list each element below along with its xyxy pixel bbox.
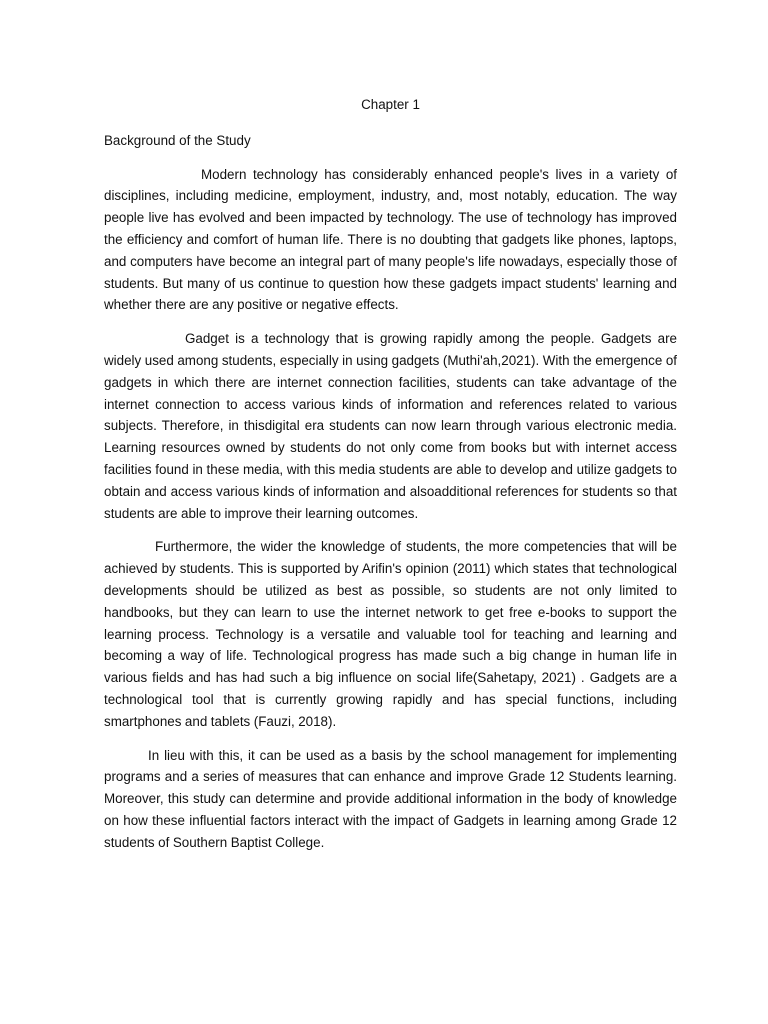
document-body	[104, 94, 677, 866]
chapter-title: Chapter 1	[361, 97, 420, 112]
paragraph-2: Gadget is a technology that is growing rapidly among the people. Gadgets are widely used among students, especially in using gadgets (Muthi'ah,2021). With the emergence of gadgets in which there are internet connection facilities, students can take advantage of the internet connection to access various kinds of information and references related to various subjects. Therefore, in thisdigital era students can now learn through various electronic media. Learning resources owned by students do not only come from books but with internet access facilities found in these media, with this media students are able to develop and utilize gadgets to obtain and access various kinds of information and alsoadditional references for students so that students are able to improve their learning outcomes.	[104, 331, 677, 521]
paragraph-1: Modern technology has considerably enhanced people's lives in a variety of disciplines, including medicine, employment, industry, and, most notably, education. The way people live has evolved and been impacted by technology. The use of technology has improved the efficiency and comfort of human life. There is no doubting that gadgets like phones, laptops, and computers have become an integral part of many people's life nowadays, especially those of students. But many of us continue to question how these gadgets impact students' learning and whether there are any positive or negative effects.	[104, 166, 677, 313]
paragraph-3: Furthermore, the wider the knowledge of students, the more competencies that will be achieved by students. This is supported by Arifin's opinion (2011) which states that technological developments should be utilized as best as possible, so students are not only limited to handbooks, but they can learn to use the internet network to get free e-books to support the learning process. Technology is a versatile and valuable tool for teaching and learning and becoming a way of life. Technological progress has made such a big change in human life in various fields and has had such a big influence on social life(Sahetapy, 2021) . Gadgets are a technological tool that is currently growing rapidly and has special functions, including smartphones and tablets (Fauzi, 2018).	[104, 539, 677, 729]
section-heading: Background of the Study	[104, 132, 251, 148]
paragraph-4: In lieu with this, it can be used as a basis by the school management for implementing programs and a series of measures that can enhance and improve Grade 12 Students learning. Moreover, this study can determine and provide additional information in the body of knowledge on how these influential factors interact with the impact of Gadgets in learning among Grade 12 students of Southern Baptist College.	[104, 747, 677, 850]
